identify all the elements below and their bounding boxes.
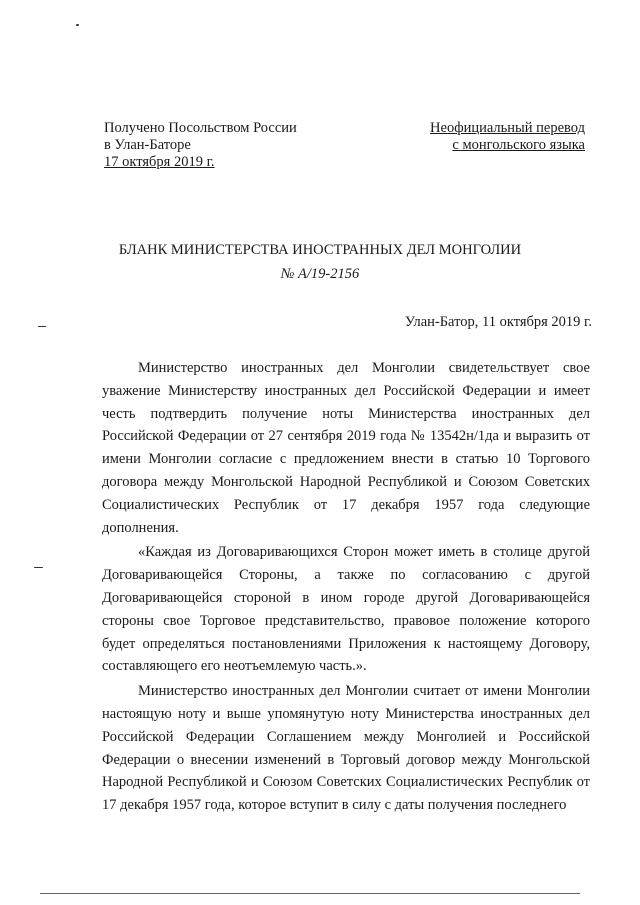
translation-note-line-2: с монгольского языка bbox=[452, 137, 585, 153]
place-date: Улан-Батор, 11 октября 2019 г. bbox=[404, 314, 592, 330]
paragraph: Министерство иностранных дел Монголии считает от имени Монголии настоящую ноту и выше упомянутую ноту Министерства иностранных дел Российской Федерации Соглашением между Монголией и Российской Федерации о внесении изменений в Торговый договор между Монгольской Народной Республикой и Союзом Советских Социалистических Республик от 17 декабря 1957 года, которое вступит в силу с даты получения последнего bbox=[102, 683, 590, 814]
letterhead bbox=[0, 238, 640, 286]
translation-note bbox=[430, 120, 585, 154]
scan-speck bbox=[76, 24, 79, 26]
document-number: № А/19-2156 bbox=[280, 266, 360, 282]
note-body bbox=[102, 357, 590, 817]
received-date: 17 октября 2019 г. bbox=[104, 154, 215, 170]
scan-edge-line bbox=[40, 893, 580, 894]
translation-note-line-1: Неофициальный перевод bbox=[430, 120, 585, 136]
paragraph: Министерство иностранных дел Монголии свидетельствует свое уважение Министерству иностранных дел Российской Федерации и имеет честь подтвердить получение ноты Министерства иностранных дел Российской Федерации от 27 сентября 2019 года № 13542н/1да и выразить от имени Монголии согласие с предложением внести в статью 10 Торгового договора между Монгольской Народной Республикой и Союзом Советских Социалистических Республик от 17 декабря 1957 года следующие дополнения. bbox=[102, 360, 590, 536]
received-stamp bbox=[104, 120, 297, 171]
received-line-1: Получено Посольством России bbox=[104, 120, 297, 136]
letterhead-title: БЛАНК МИНИСТЕРСТВА ИНОСТРАННЫХ ДЕЛ МОНГОЛИИ bbox=[118, 242, 522, 258]
paragraph: «Каждая из Договаривающихся Сторон может иметь в столице другой Договаривающейся Стороны, а также по согласованию с другой Договаривающейся стороной в ином городе другой Договаривающейся стороны свое Торговое представительство, правовое положение которого будет определяться постановлениями Приложения к настоящему Договору, составляющего его неотъемлемую часть.». bbox=[102, 544, 590, 675]
scan-speck bbox=[38, 326, 46, 327]
scan-speck bbox=[34, 567, 43, 568]
received-line-2: в Улан-Баторе bbox=[104, 137, 191, 153]
